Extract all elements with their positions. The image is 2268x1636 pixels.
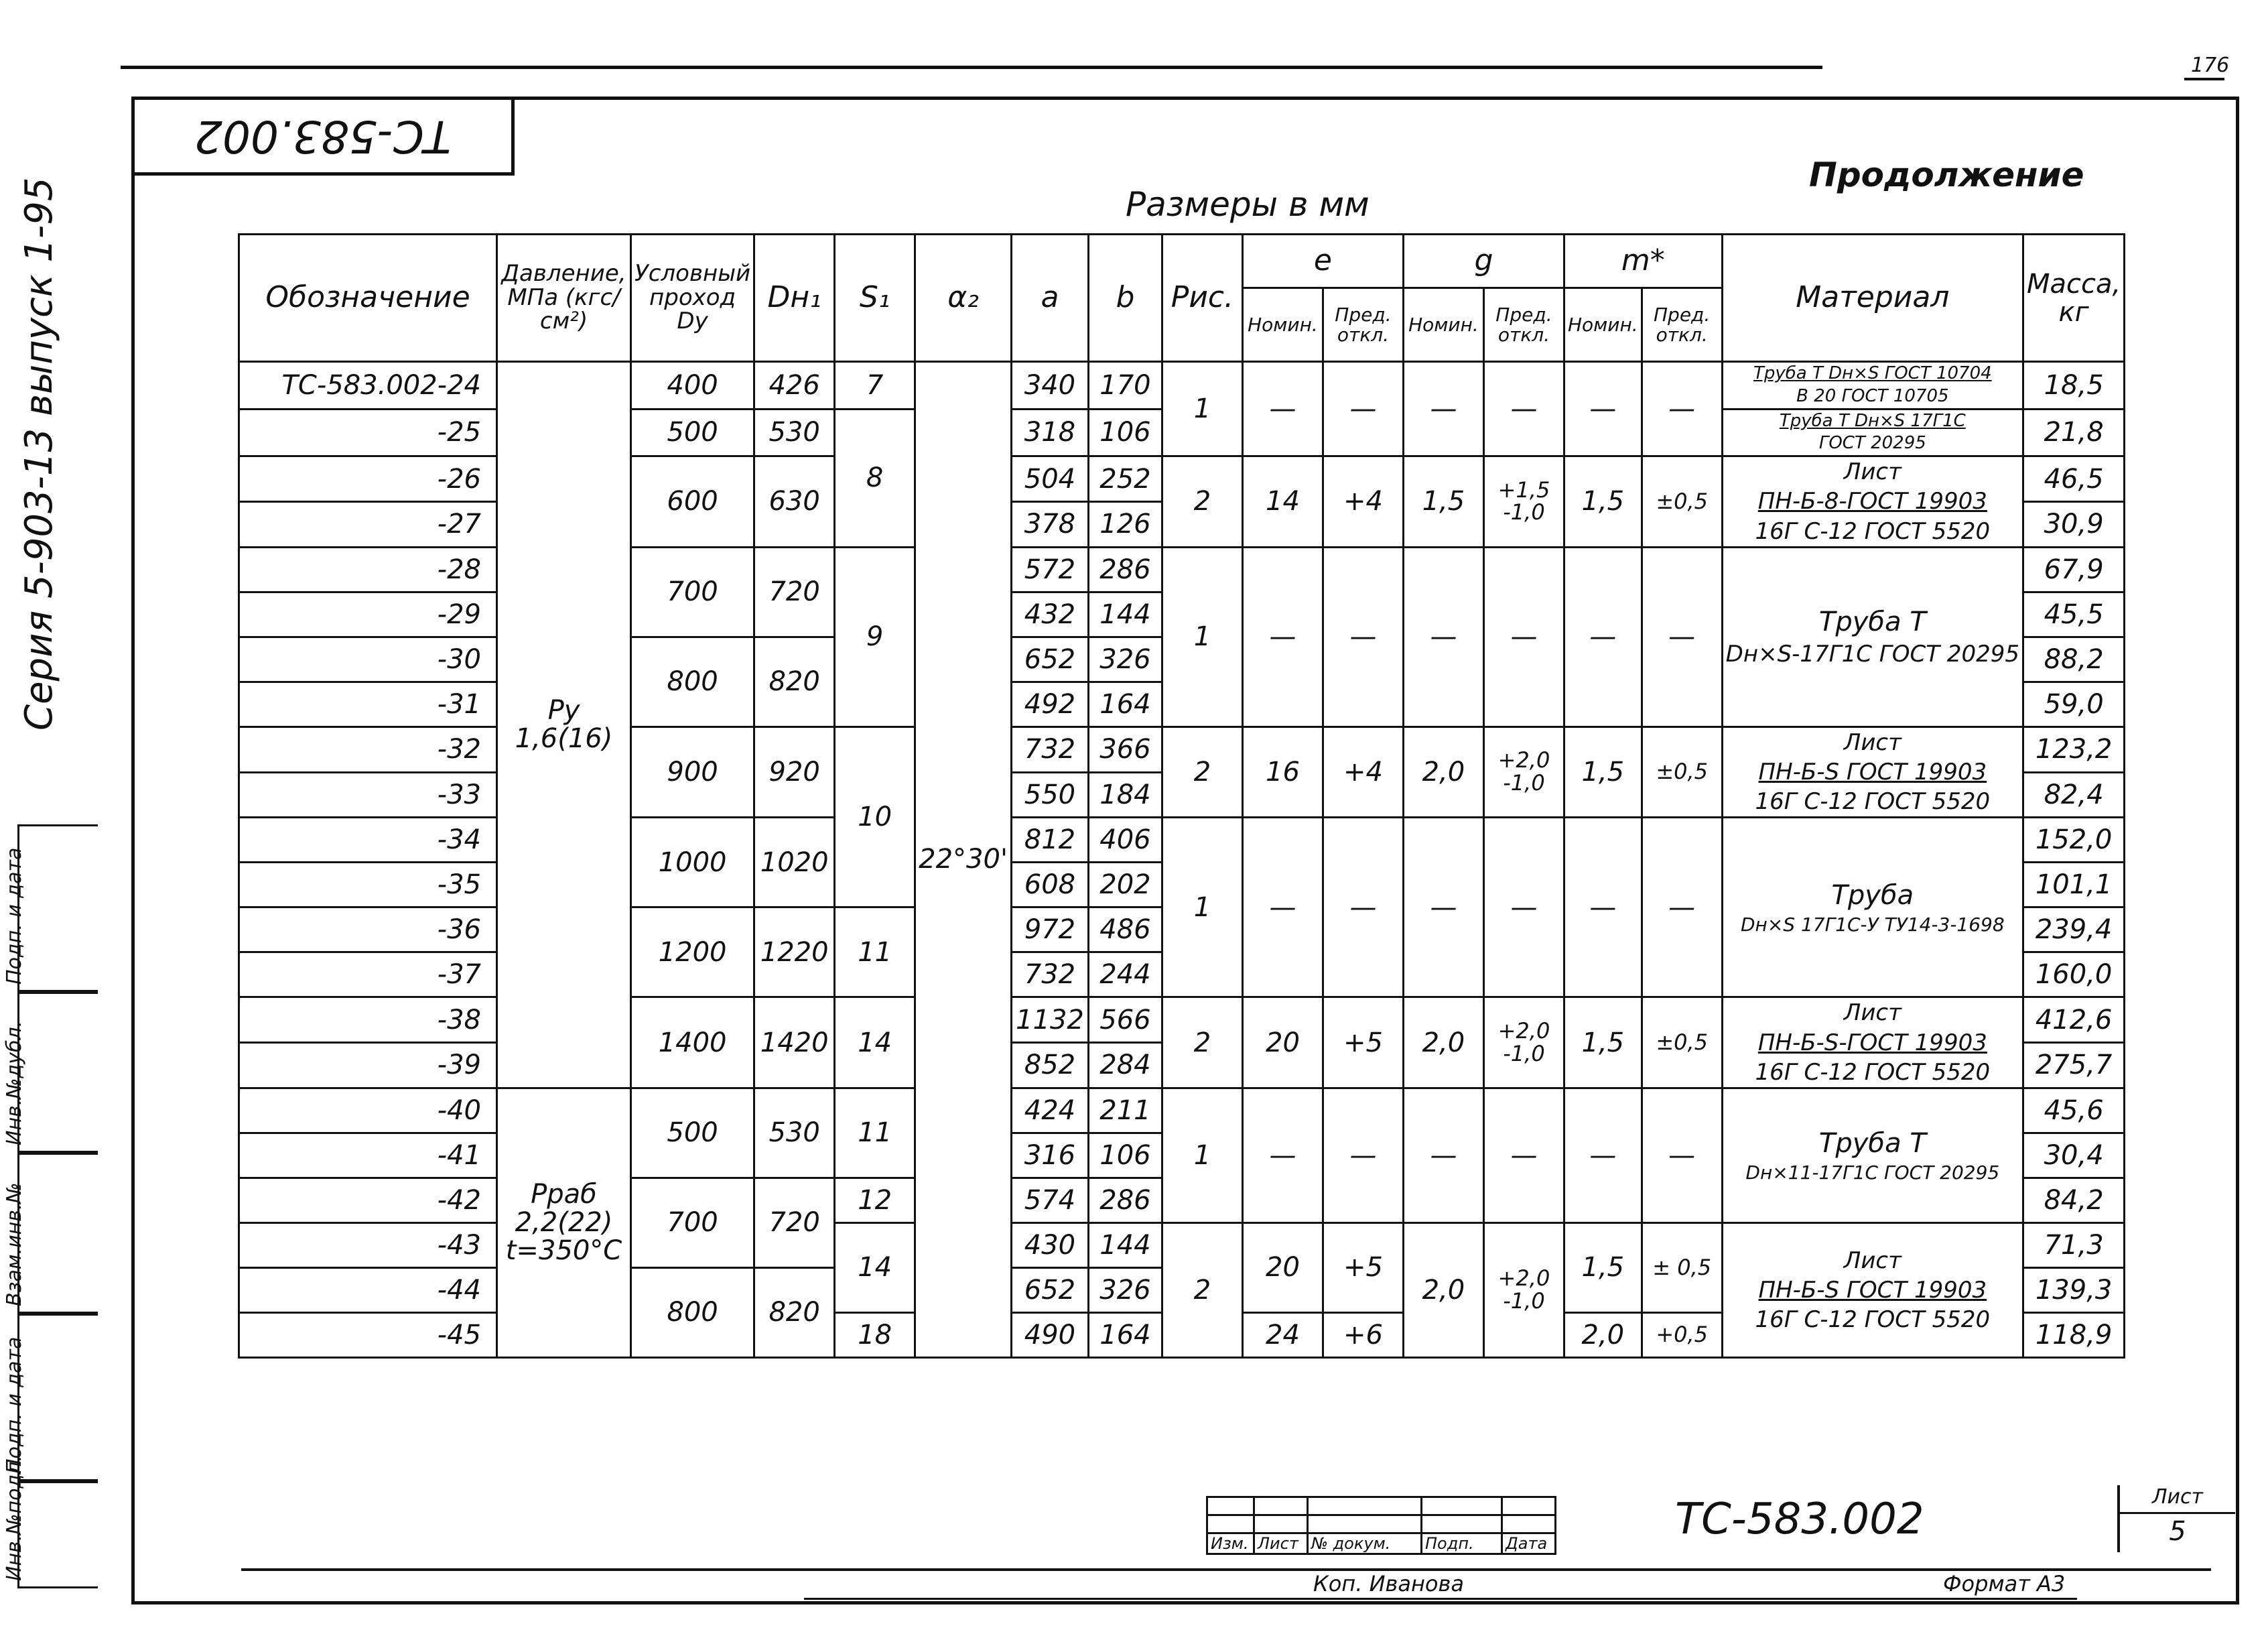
mass-cell: 123,2 (2023, 727, 2125, 772)
mass-cell: 152,0 (2023, 818, 2125, 863)
col-g-dev: Пред. откл. (1483, 288, 1564, 362)
alpha-cell: 22°30' (915, 362, 1012, 1358)
m-dev: ±0,5 (1642, 727, 1722, 818)
col-e-dev: Пред. откл. (1323, 288, 1403, 362)
dimensions-note: Размеры в мм (1126, 185, 1370, 224)
dash-cell: — (1483, 818, 1564, 997)
material-text: Лист (1843, 458, 1902, 486)
col-s1: S₁ (835, 235, 915, 362)
a-cell: 972 (1011, 907, 1088, 952)
col-g-nom: Номин. (1403, 288, 1483, 362)
col-m-dev: Пред. откл. (1642, 288, 1722, 362)
material-text: Лист (1843, 729, 1902, 756)
b-cell: 286 (1088, 1178, 1162, 1222)
a-cell: 490 (1011, 1312, 1088, 1357)
b-cell: 406 (1088, 818, 1162, 863)
b-cell: 184 (1088, 772, 1162, 818)
row-code: -29 (239, 592, 497, 637)
material-cell (1722, 1222, 2023, 1357)
a-cell: 852 (1011, 1043, 1088, 1088)
mass-cell: 139,3 (2023, 1267, 2125, 1312)
material-cell (1722, 456, 2023, 548)
m-nom: 1,5 (1564, 1222, 1642, 1312)
material-text: 16Г С-12 ГОСТ 5520 (1755, 788, 1991, 816)
dash-cell: — (1403, 547, 1483, 727)
e-dev: +4 (1323, 727, 1403, 818)
rev-cell (1308, 1515, 1422, 1533)
col-m-nom: Номин. (1564, 288, 1642, 362)
dy-cell: 400 (631, 362, 754, 410)
material-text: Dн×S-17Г1С ГОСТ 20295 (1725, 641, 2019, 668)
dash-cell: — (1323, 1088, 1403, 1222)
b-cell: 144 (1088, 1222, 1162, 1267)
g-dev (1483, 727, 1564, 818)
pressure-cell-2 (497, 1088, 631, 1357)
material-text: 16Г С-12 ГОСТ 5520 (1755, 517, 1991, 545)
a-cell: 504 (1011, 456, 1088, 502)
series-label: Серия 5-903-13 выпуск 1-95 (17, 177, 61, 731)
dash-cell: — (1323, 818, 1403, 997)
mass-cell: 45,6 (2023, 1088, 2125, 1133)
a-cell: 316 (1011, 1133, 1088, 1178)
strip-cell (3, 824, 98, 992)
e-nom: 20 (1242, 997, 1323, 1088)
material-text: Лист (1843, 999, 1902, 1027)
dash-cell: — (1564, 362, 1642, 456)
a-cell: 732 (1011, 727, 1088, 772)
strip-label: Подп. и дата (3, 1336, 26, 1474)
dy-cell: 800 (631, 1267, 754, 1357)
g-dev-text: -1,0 (1503, 1040, 1545, 1066)
e-nom: 16 (1242, 727, 1323, 818)
row-code: -35 (239, 863, 497, 907)
document-stamp-top (131, 97, 515, 176)
mass-cell: 239,4 (2023, 907, 2125, 952)
m-dev: ±0,5 (1642, 456, 1722, 548)
sheet-label: Лист (2120, 1485, 2235, 1514)
dash-cell: — (1403, 818, 1483, 997)
dy-cell: 1000 (631, 818, 754, 907)
b-cell: 284 (1088, 1043, 1162, 1088)
dash-cell: — (1483, 1088, 1564, 1222)
a-cell: 732 (1011, 952, 1088, 997)
m-nom: 2,0 (1564, 1312, 1642, 1357)
material-text: В 20 ГОСТ 10705 (1796, 385, 1949, 406)
s1-cell: 11 (835, 907, 915, 997)
strip-cell (3, 1314, 98, 1481)
dash-cell: — (1642, 1088, 1722, 1222)
e-dev: +4 (1323, 456, 1403, 548)
a-cell: 1132 (1011, 997, 1088, 1043)
g-nom: 2,0 (1403, 997, 1483, 1088)
row-code: -26 (239, 456, 497, 502)
material-text: ГОСТ 20295 (1818, 433, 1926, 454)
strip-label: Инв.№подл. (3, 1455, 26, 1581)
g-dev-text: -1,0 (1503, 499, 1545, 525)
dn-cell: 920 (754, 727, 835, 818)
fig-cell: 1 (1162, 362, 1242, 456)
b-cell: 164 (1088, 1312, 1162, 1357)
col-alpha2: α₂ (915, 235, 1012, 362)
g-dev-text: -1,0 (1503, 1287, 1545, 1314)
mass-cell: 82,4 (2023, 772, 2125, 818)
row-code: -33 (239, 772, 497, 818)
g-dev (1483, 456, 1564, 548)
pressure-text: Py (547, 695, 580, 727)
material-cell (1722, 409, 2023, 456)
b-cell: 170 (1088, 362, 1162, 410)
e-nom: 14 (1242, 456, 1323, 548)
s1-cell: 11 (835, 1088, 915, 1178)
rev-cell (1254, 1497, 1308, 1515)
g-dev-text: +2,0 (1497, 1265, 1550, 1292)
material-text: ПН-Б-S ГОСТ 19903 (1758, 758, 1987, 785)
row-code: -43 (239, 1222, 497, 1267)
strip-cell (3, 992, 98, 1153)
col-a: a (1011, 235, 1088, 362)
dash-cell: — (1403, 362, 1483, 456)
b-cell: 202 (1088, 863, 1162, 907)
b-cell: 144 (1088, 592, 1162, 637)
b-cell: 244 (1088, 952, 1162, 997)
b-cell: 366 (1088, 727, 1162, 772)
dash-cell: — (1242, 547, 1323, 727)
fig-cell: 2 (1162, 727, 1242, 818)
dy-cell: 500 (631, 409, 754, 456)
rev-cell (1207, 1515, 1254, 1533)
corner-page-number: 176 (2191, 54, 2230, 77)
mass-cell: 30,9 (2023, 501, 2125, 547)
strip-label: Инв.№дубл. (3, 1020, 26, 1145)
dn-cell: 1020 (754, 818, 835, 907)
rev-col-label: Подп. (1422, 1533, 1502, 1554)
s1-cell: 9 (835, 547, 915, 727)
dash-cell: — (1642, 818, 1722, 997)
g-nom: 2,0 (1403, 727, 1483, 818)
material-text: Труба Т Dн×S 17Г1С (1779, 410, 1966, 431)
pressure-text: t=350°C (505, 1235, 622, 1267)
dash-cell: — (1483, 547, 1564, 727)
rev-col-label: Изм. (1207, 1533, 1254, 1554)
rev-cell (1254, 1515, 1308, 1533)
b-cell: 252 (1088, 456, 1162, 502)
b-cell: 326 (1088, 1267, 1162, 1312)
dash-cell: — (1242, 362, 1323, 456)
col-nominal-bore: Условный проход Dy (631, 235, 754, 362)
mass-cell: 275,7 (2023, 1043, 2125, 1088)
fig-cell: 1 (1162, 818, 1242, 997)
rev-col-label: № докум. (1308, 1533, 1422, 1554)
a-cell: 430 (1011, 1222, 1088, 1267)
document-number: ТС-583.002 (1675, 1495, 1924, 1544)
e-dev: +6 (1323, 1312, 1403, 1357)
top-rule (121, 66, 1822, 69)
b-cell: 211 (1088, 1088, 1162, 1133)
row-code: -40 (239, 1088, 497, 1133)
fig-cell: 2 (1162, 1222, 1242, 1357)
mass-cell: 412,6 (2023, 997, 2125, 1043)
strip-cell (3, 1455, 98, 1588)
left-binding-strip (3, 824, 98, 1588)
row-code: -34 (239, 818, 497, 863)
b-cell: 326 (1088, 637, 1162, 682)
a-cell: 492 (1011, 682, 1088, 727)
material-text: Труба Т (1818, 607, 1926, 638)
dash-cell: — (1564, 818, 1642, 997)
g-dev-text: -1,0 (1503, 770, 1545, 796)
col-e-nom: Номин. (1242, 288, 1323, 362)
dash-cell: — (1242, 1088, 1323, 1222)
rev-cell (1207, 1497, 1254, 1515)
dy-cell: 500 (631, 1088, 754, 1178)
bottom-rule (241, 1568, 2211, 1571)
material-cell (1722, 547, 2023, 727)
dash-cell: — (1242, 818, 1323, 997)
b-cell: 106 (1088, 1133, 1162, 1178)
m-dev: ± 0,5 (1642, 1222, 1722, 1312)
mass-cell: 71,3 (2023, 1222, 2125, 1267)
mass-cell: 88,2 (2023, 637, 2125, 682)
pressure-text: 2,2(22) (515, 1207, 613, 1239)
material-text: 16Г С-12 ГОСТ 5520 (1755, 1058, 1991, 1086)
dy-cell: 1200 (631, 907, 754, 997)
dash-cell: — (1323, 362, 1403, 456)
row-code: -32 (239, 727, 497, 772)
row-code: -44 (239, 1267, 497, 1312)
a-cell: 424 (1011, 1088, 1088, 1133)
dn-cell: 820 (754, 1267, 835, 1357)
dn-cell: 1420 (754, 997, 835, 1088)
mass-cell: 118,9 (2023, 1312, 2125, 1357)
material-text: Труба (1831, 879, 1914, 911)
e-dev: +5 (1323, 1222, 1403, 1312)
row-code: -45 (239, 1312, 497, 1357)
top-rule-short (2184, 78, 2224, 80)
col-e: e (1242, 235, 1403, 288)
mass-cell: 101,1 (2023, 863, 2125, 907)
title-block (1541, 1485, 2232, 1552)
b-cell: 566 (1088, 997, 1162, 1043)
mass-cell: 59,0 (2023, 682, 2125, 727)
dy-cell: 600 (631, 456, 754, 548)
mass-cell: 30,4 (2023, 1133, 2125, 1178)
material-text: Лист (1843, 1247, 1902, 1274)
dn-cell: 720 (754, 547, 835, 637)
col-fig: Рис. (1162, 235, 1242, 362)
rev-col-label: Дата (1502, 1533, 1556, 1554)
table-row (239, 1088, 2125, 1133)
col-g: g (1403, 235, 1564, 288)
dash-cell: — (1323, 547, 1403, 727)
g-nom: 2,0 (1403, 1222, 1483, 1357)
col-b: b (1088, 235, 1162, 362)
mass-cell: 21,8 (2023, 409, 2125, 456)
col-pressure: Давление, МПа (кгс/см²) (497, 235, 631, 362)
a-cell: 432 (1011, 592, 1088, 637)
rev-cell (1422, 1515, 1502, 1533)
a-cell: 318 (1011, 409, 1088, 456)
material-text: Труба Т Dн×S ГОСТ 10704 (1753, 363, 1992, 383)
b-cell: 126 (1088, 501, 1162, 547)
a-cell: 608 (1011, 863, 1088, 907)
row-code: -36 (239, 907, 497, 952)
g-dev-text: +2,0 (1497, 1018, 1550, 1044)
copied-by: Коп. Иванова (1313, 1571, 1464, 1596)
s1-cell: 14 (835, 997, 915, 1088)
s1-cell: 8 (835, 409, 915, 547)
row-code: -27 (239, 501, 497, 547)
g-nom: 1,5 (1403, 456, 1483, 548)
g-dev-text: +1,5 (1497, 477, 1550, 503)
mass-cell: 160,0 (2023, 952, 2125, 997)
rev-cell (1422, 1497, 1502, 1515)
material-text: 16Г С-12 ГОСТ 5520 (1755, 1306, 1991, 1333)
bottom-rule-2 (804, 1598, 2077, 1600)
material-text: ПН-Б-S ГОСТ 19903 (1758, 1276, 1987, 1304)
b-cell: 164 (1088, 682, 1162, 727)
dy-cell: 700 (631, 1178, 754, 1267)
a-cell: 550 (1011, 772, 1088, 818)
strip-label: Взам.инв.№ (3, 1182, 26, 1306)
b-cell: 486 (1088, 907, 1162, 952)
row-code: -31 (239, 682, 497, 727)
dash-cell: — (1642, 547, 1722, 727)
s1-cell: 10 (835, 727, 915, 907)
col-m: m* (1564, 235, 1722, 288)
row-code: -41 (239, 1133, 497, 1178)
a-cell: 340 (1011, 362, 1088, 410)
col-designation: Обозначение (239, 235, 497, 362)
row-code: -30 (239, 637, 497, 682)
e-nom: 24 (1242, 1312, 1323, 1357)
dash-cell: — (1564, 547, 1642, 727)
g-dev (1483, 1222, 1564, 1357)
dash-cell: — (1483, 362, 1564, 456)
document-stamp-text: ТС-583.002 (194, 110, 452, 162)
material-text: ПН-Б-8-ГОСТ 19903 (1757, 488, 1987, 515)
rev-col-label: Лист (1254, 1533, 1308, 1554)
fig-cell: 1 (1162, 547, 1242, 727)
row-code: -28 (239, 547, 497, 592)
a-cell: 812 (1011, 818, 1088, 863)
a-cell: 652 (1011, 1267, 1088, 1312)
s1-cell: 7 (835, 362, 915, 410)
pressure-text: Рраб (531, 1179, 597, 1210)
col-dn: Dн₁ (754, 235, 835, 362)
dy-cell: 1400 (631, 997, 754, 1088)
dn-cell: 720 (754, 1178, 835, 1267)
mass-cell: 67,9 (2023, 547, 2125, 592)
row-code: -42 (239, 1178, 497, 1222)
mass-cell: 45,5 (2023, 592, 2125, 637)
row-code: ТС-583.002-24 (239, 362, 497, 410)
dn-cell: 426 (754, 362, 835, 410)
row-code: -37 (239, 952, 497, 997)
m-dev: ±0,5 (1642, 997, 1722, 1088)
material-cell (1722, 362, 2023, 410)
material-cell (1722, 818, 2023, 997)
m-nom: 1,5 (1564, 727, 1642, 818)
material-text: Труба Т (1818, 1127, 1926, 1159)
fig-cell: 1 (1162, 1088, 1242, 1222)
e-dev: +5 (1323, 997, 1403, 1088)
material-text: ПН-Б-S-ГОСТ 19903 (1757, 1029, 1987, 1056)
a-cell: 574 (1011, 1178, 1088, 1222)
row-code: -39 (239, 1043, 497, 1088)
sheet-box (2117, 1485, 2235, 1552)
rev-cell (1308, 1497, 1422, 1515)
material-text: Dн×S 17Г1С-У ТУ14-3-1698 (1740, 913, 2005, 936)
pressure-cell (497, 362, 631, 1088)
material-cell (1722, 997, 2023, 1088)
dn-cell: 630 (754, 456, 835, 548)
dn-cell: 820 (754, 637, 835, 727)
strip-cell (3, 1153, 98, 1314)
m-nom: 1,5 (1564, 997, 1642, 1088)
strip-label: Подп. и дата (3, 847, 26, 985)
sheet-number: 5 (2169, 1516, 2186, 1547)
dash-cell: — (1642, 362, 1722, 456)
fig-cell: 2 (1162, 997, 1242, 1088)
m-nom: 1,5 (1564, 456, 1642, 548)
material-cell (1722, 1088, 2023, 1222)
pressure-text: 1,6(16) (515, 723, 613, 755)
g-dev-text: +2,0 (1497, 747, 1550, 773)
dash-cell: — (1403, 1088, 1483, 1222)
a-cell: 378 (1011, 501, 1088, 547)
table-row (239, 362, 2125, 410)
dn-cell: 1220 (754, 907, 835, 997)
row-code: -38 (239, 997, 497, 1043)
g-dev (1483, 997, 1564, 1088)
continuation-label: Продолжение (1809, 155, 2084, 194)
e-nom: 20 (1242, 1222, 1323, 1312)
m-dev: +0,5 (1642, 1312, 1722, 1357)
material-text: Dн×11-17Г1С ГОСТ 20295 (1745, 1161, 2000, 1184)
dn-cell: 530 (754, 1088, 835, 1178)
col-mass: Масса, кг (2023, 235, 2125, 362)
s1-cell: 12 (835, 1178, 915, 1222)
dy-cell: 700 (631, 547, 754, 637)
row-code: -25 (239, 409, 497, 456)
dy-cell: 900 (631, 727, 754, 818)
mass-cell: 84,2 (2023, 1178, 2125, 1222)
revision-table (1206, 1496, 1556, 1555)
a-cell: 572 (1011, 547, 1088, 592)
material-cell (1722, 727, 2023, 818)
format-label: Формат А3 (1943, 1571, 2066, 1596)
col-material: Материал (1722, 235, 2023, 362)
b-cell: 286 (1088, 547, 1162, 592)
mass-cell: 46,5 (2023, 456, 2125, 502)
b-cell: 106 (1088, 409, 1162, 456)
a-cell: 652 (1011, 637, 1088, 682)
fig-cell: 2 (1162, 456, 1242, 548)
dash-cell: — (1564, 1088, 1642, 1222)
spec-table (238, 233, 2125, 1359)
dy-cell: 800 (631, 637, 754, 727)
s1-cell: 14 (835, 1222, 915, 1312)
s1-cell: 18 (835, 1312, 915, 1357)
dn-cell: 530 (754, 409, 835, 456)
mass-cell: 18,5 (2023, 362, 2125, 410)
